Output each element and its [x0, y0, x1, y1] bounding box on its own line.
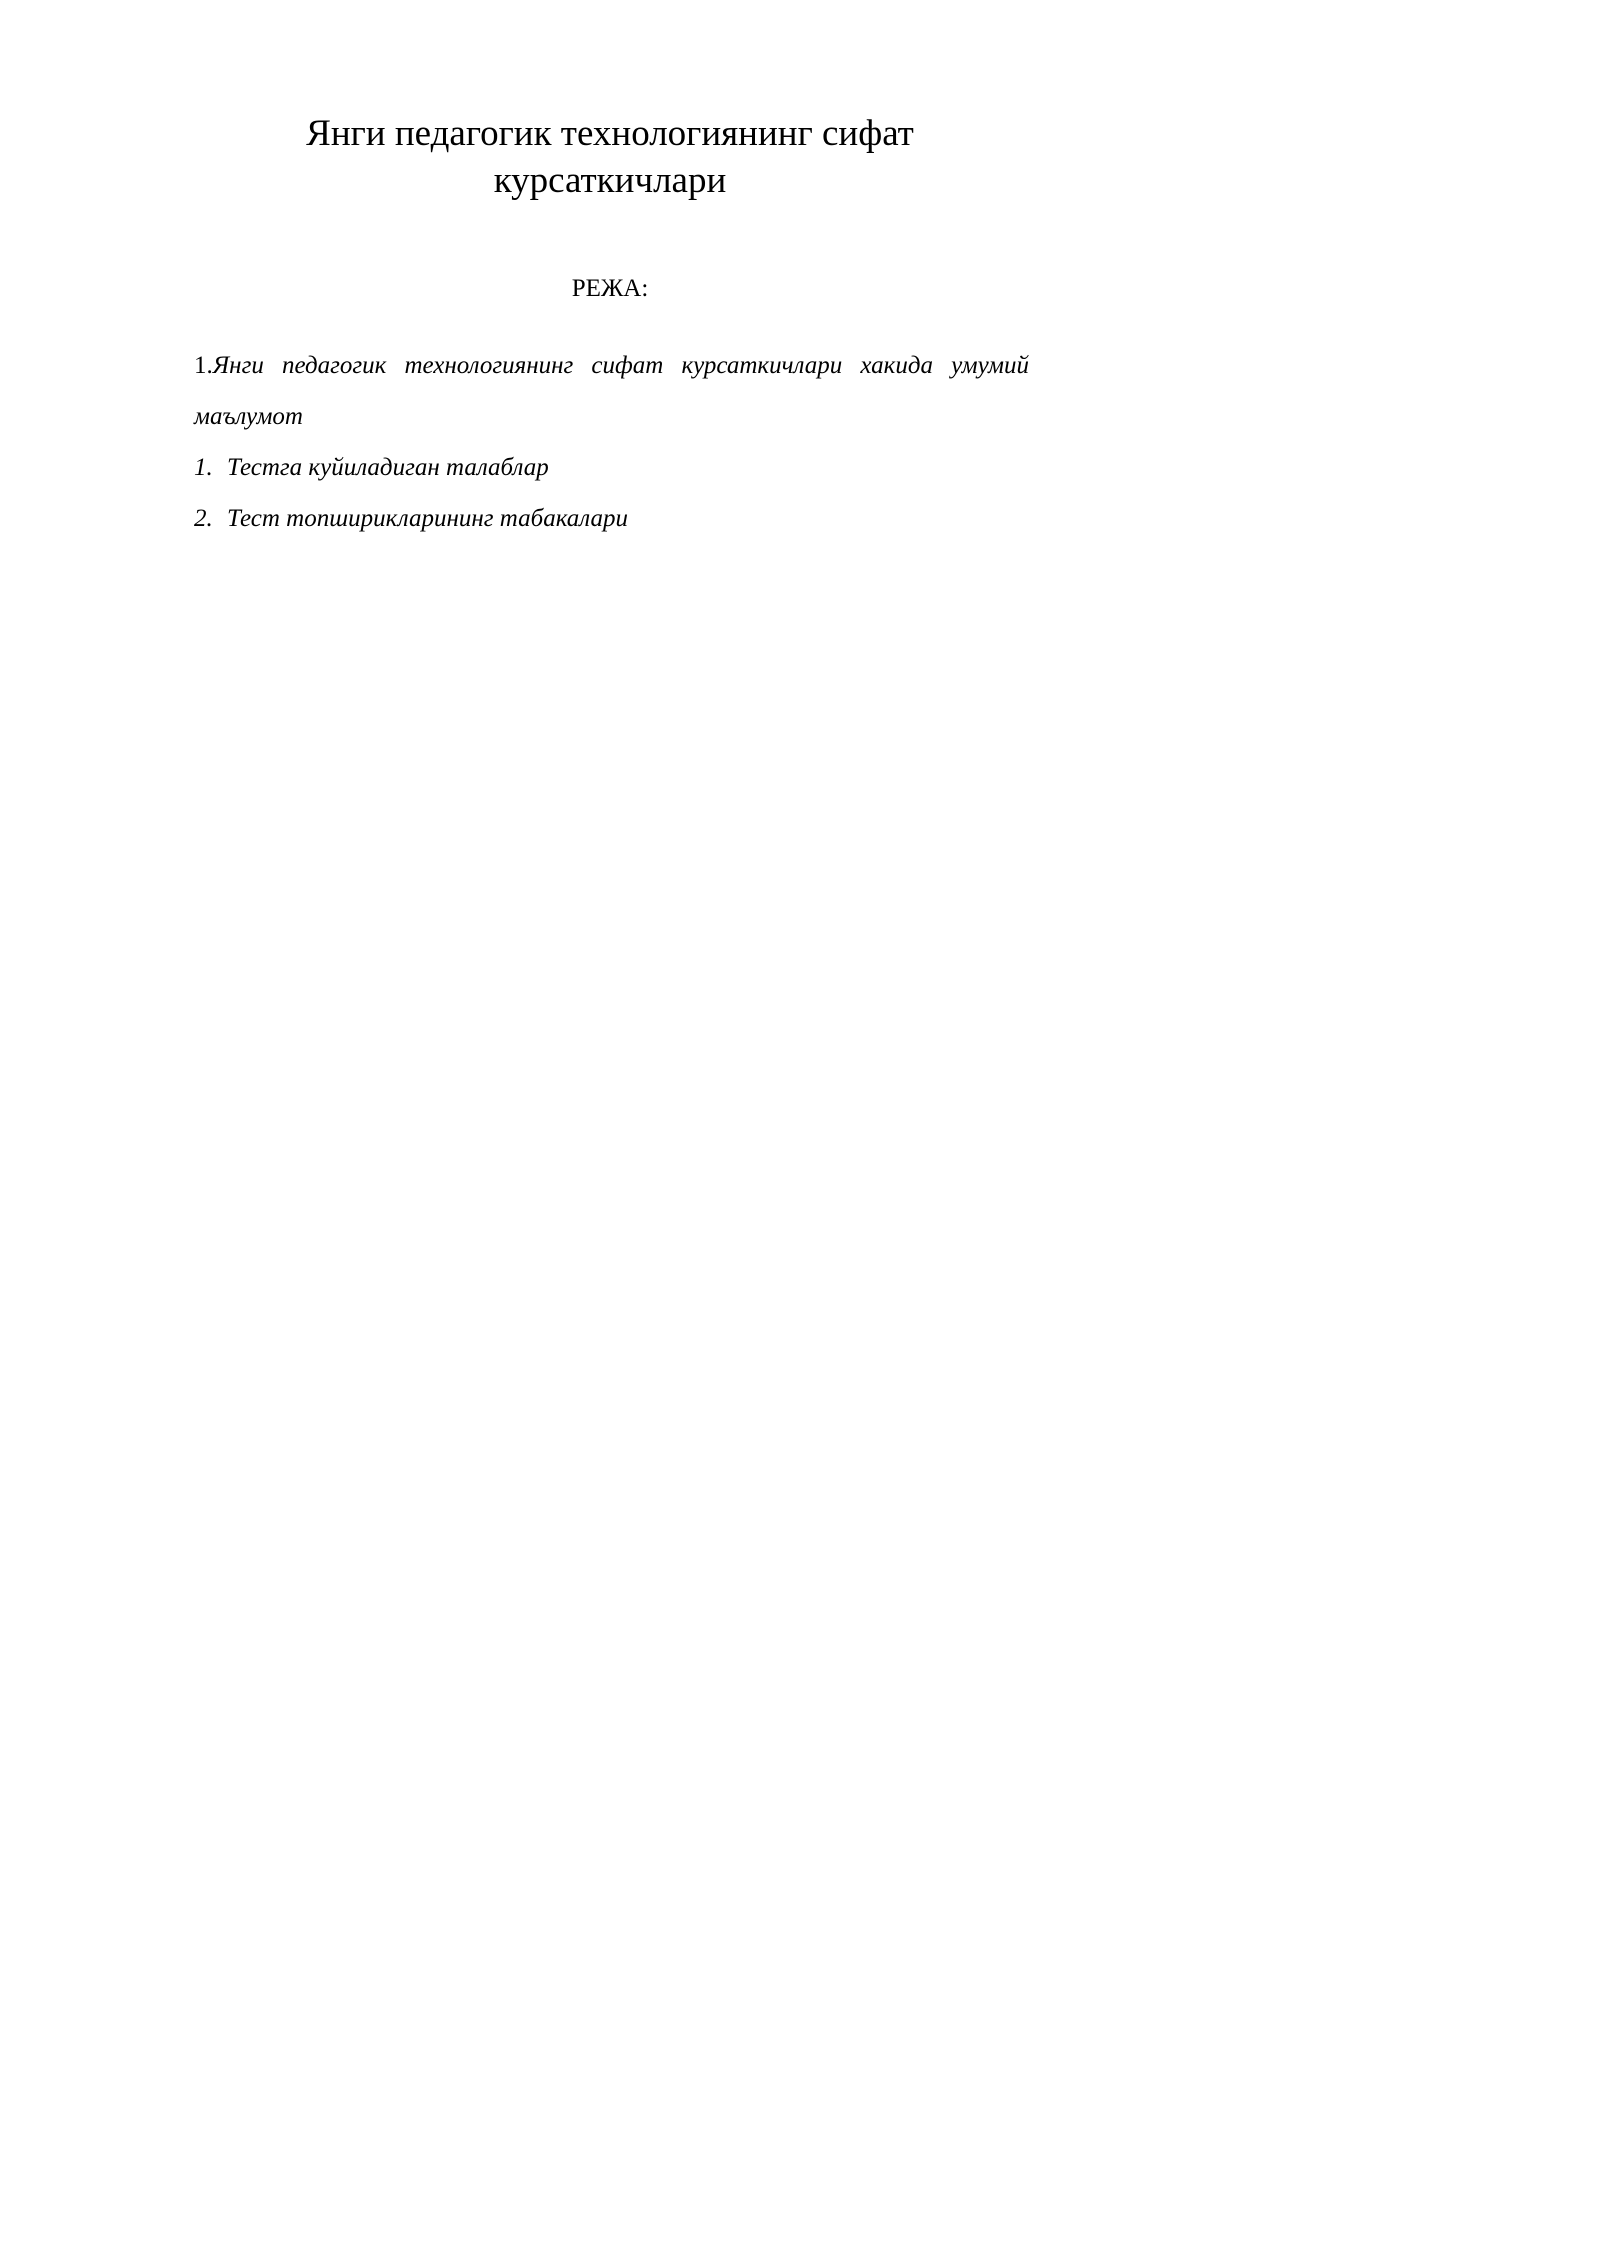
document-title-line-2: курсаткичлари: [493, 160, 727, 201]
document-page: [0, 0, 1118, 1580]
document-title: [240, 110, 980, 204]
plan-item-number: 2.: [194, 505, 213, 532]
plan-item: [194, 493, 1029, 544]
plan-item-text: Тестга куйиладиган талаблар: [227, 454, 549, 481]
plan-item: [194, 340, 1029, 442]
plan-heading: РЕЖА:: [571, 275, 649, 302]
plan-item: [194, 442, 1029, 493]
plan-list: [194, 340, 1029, 544]
plan-item-text: Тест топширикларининг табакалари: [227, 505, 629, 532]
document-title-line-1: Янги педагогик технологиянинг сифат: [306, 113, 914, 154]
plan-item-number: 1.: [194, 454, 213, 481]
plan-item-text: Янги педагогик технологиянинг сифат курсаткичлари хакида умумий маълумот: [194, 352, 1029, 430]
plan-item-number: 1.: [194, 352, 213, 379]
